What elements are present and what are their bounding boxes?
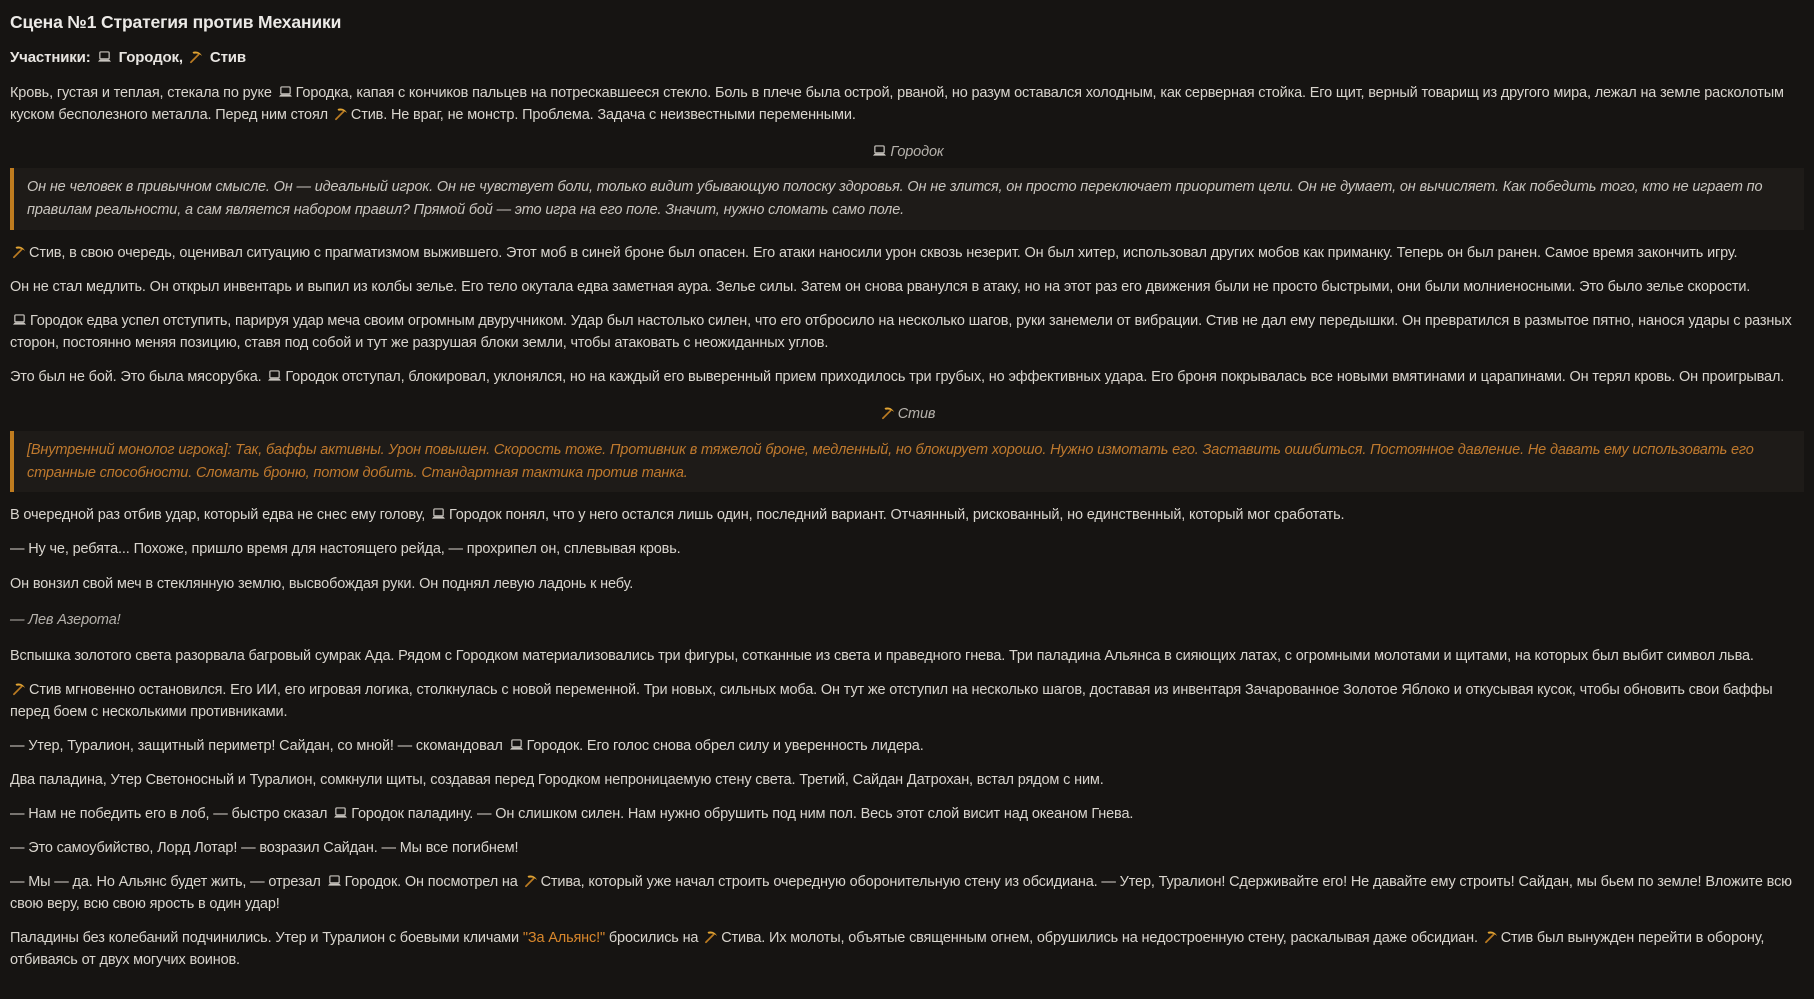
paragraph — [10, 609, 1804, 631]
text-run: Два паладина, Утер Светоносный и Туралион, сомкнули щиты, создавая перед Городком непроницаемую стену света. Третий, Сайдан Датрохан, встал рядом с ним. — [10, 771, 1104, 788]
paragraph — [10, 645, 1804, 667]
pickaxe-icon — [10, 679, 29, 701]
pickaxe-icon — [879, 404, 898, 424]
paragraph — [10, 803, 1804, 825]
participant-name: Стив — [209, 49, 246, 66]
paragraph — [10, 366, 1804, 388]
participants-line — [10, 49, 1804, 66]
paragraph — [10, 276, 1804, 298]
paragraph — [10, 310, 1804, 354]
text-run: Городок. Его голос снова обрел силу и уверенность лидера. — [526, 737, 924, 754]
text-run: — Это самоубийство, Лорд Лотар! — возразил Сайдан. — Мы все погибнем! — [10, 839, 519, 856]
text-run: Это был не бой. Это была мясорубка. — [10, 369, 266, 386]
text-run: — Утер, Туралион, защитный периметр! Сайдан, со мной! — скомандовал — [10, 737, 507, 754]
accent-text: "За Альянс!" — [522, 929, 606, 946]
page-title: Сцена №1 Стратегия против Механики — [10, 12, 342, 32]
laptop-icon — [429, 504, 449, 526]
pickaxe-icon — [10, 242, 29, 264]
laptop-icon — [265, 366, 285, 388]
participant-name: Городок, — [118, 49, 183, 66]
text-run: Стив — [897, 406, 936, 423]
text-run: Городок едва успел отступить, парируя удар меча своим огромным двуручником. Удар был настолько силен, что его отбросило на несколько шагов, руки занемели от вибрации. Стив не дал ему передышки. Он превратился в размытое пятно, нанося удары с разных сторон, постоянно меняя позицию, ставя под собой и тут же разрушая блоки земли, чтобы атаковать с неожиданных углов. — [10, 313, 1792, 352]
text-run: Городок паладину. — Он слишком силен. Нам нужно обрушить под ним пол. Весь этот слой висит над океаном Гнева. — [351, 805, 1134, 822]
paragraph — [10, 679, 1804, 723]
paragraph — [10, 735, 1804, 757]
paragraph — [10, 769, 1804, 791]
laptop-icon — [95, 49, 115, 66]
laptop-icon — [325, 871, 345, 893]
text-run: Паладины без колебаний подчинились. Утер и Туралион с боевыми кличами — [10, 929, 523, 946]
pickaxe-icon — [702, 927, 721, 949]
text-run: Кровь, густая и теплая, стекала по руке — [10, 85, 276, 101]
paragraph — [10, 927, 1804, 971]
participants-label: Участники: — [10, 49, 91, 66]
text-run: Стива. Их молоты, объятые священным огнем, обрушились на недостроенную стену, раскалывая даже обсидиан. — [721, 929, 1482, 946]
text-run: Стив был вынужден перейти в оборону, отбиваясь от двух могучих воинов. — [10, 929, 1765, 968]
pickaxe-icon — [522, 871, 541, 893]
laptop-icon — [331, 803, 351, 825]
pickaxe-icon — [1482, 927, 1501, 949]
text-run: Стив, в свою очередь, оценивал ситуацию с прагматизмом выжившего. Этот моб в синей броне был опасен. Его атаки наносили урон сквозь незерит. Он был хитер, использовал других мобов как приманку. Теперь он был ранен. Самое время закончить игру. — [29, 245, 1738, 262]
text-run: — Ну че, ребята... Похоже, пришло время для настоящего рейда, — прохрипел он, сплевывая кровь. — [10, 541, 681, 558]
paragraph — [10, 242, 1804, 264]
scene-body — [10, 82, 1804, 971]
text-run: Стив. Не враг, не монстр. Проблема. Задача с неизвестными переменными. — [350, 107, 856, 124]
quote-block — [10, 168, 1804, 230]
text-run: Вспышка золотого света разорвала багровый сумрак Ада. Рядом с Городком материализовались три фигуры, сотканные из света и праведного гнева. Три паладина Альянса в сияющих латах, с огромными молотами и щитами, на которых был выбит символ льва. — [10, 647, 1754, 664]
paragraph — [10, 82, 1804, 126]
text-run: Он не стал медлить. Он открыл инвентарь и выпил из колбы зелье. Его тело окутала едва заметная аура. Зелье силы. Затем он снова рванулся в атаку, но на этот раз его движения были не просто быстрыми, они были молниеносными. Это было зелье скорости. — [10, 279, 1751, 296]
paragraph — [10, 504, 1804, 526]
text-run: Городок. Он посмотрел на — [344, 873, 522, 890]
laptop-icon — [870, 142, 890, 162]
laptop-icon — [507, 735, 527, 757]
text-run: Стив мгновенно остановился. Его ИИ, его игровая логика, столкнулась с новой переменной. Три новых, сильных моба. Он тут же отступил на несколько шагов, доставая из инвентаря Зачарованное Золотое Яблоко и откусывая кусок, чтобы обновить свои баффы перед боем с несколькими противниками. — [10, 681, 1773, 720]
text-run: Городок — [890, 144, 944, 161]
text-run: — Лев Азерота! — [10, 611, 121, 628]
paragraph — [10, 573, 1804, 595]
text-run: Городка, капая с кончиков пальцев на потрескавшееся стекло. Боль в плече была острой, рваной, но разум оставался холодным, как серверная стойка. Его щит, верный товарищ из другого мира, лежал на земле расколотым куском бесполезного металла. Перед ним стоял — [10, 85, 1784, 124]
text-run: Городок понял, что у него остался лишь один, последний вариант. Отчаянный, рискованный, но единственный, который мог сработать. — [449, 507, 1345, 524]
paragraph — [10, 837, 1804, 859]
text-run: Он не человек в привычном смысле. Он — идеальный игрок. Он не чувствует боли, только видит убывающую полоску здоровья. Он не злится, он просто переключает приоритет цели. Он не думает, он вычисляет. Как победить того, кто не играет по правилам реальности, а сам является набором правил? Прямой бой — это игра на его поле. Значит, нужно сломать само поле. — [27, 179, 1763, 219]
laptop-icon — [10, 310, 30, 332]
text-run: [Внутренний монолог игрока]: Так, баффы активны. Урон повышен. Скорость тоже. Противник в тяжелой броне, медленный, но блокирует хорошо. Нужно измотать его. Заставить ошибиться. Постоянное давление. Не давать ему использовать его странные способности. Сломать броню, потом добить. Стандартная тактика против танка. — [27, 441, 1754, 481]
paragraph — [10, 538, 1804, 560]
text-run: Стива, который уже начал строить очередную оборонительную стену из обсидиана. — Утер, Туралион! Сдерживайте его! Не давайте ему строить! Сайдан, мы бьем по земле! Вложите всю свою веру, всю свою ярость в один удар! — [10, 873, 1792, 912]
character-header — [10, 404, 1804, 424]
text-run: Он вонзил свой меч в стеклянную землю, высвобождая руки. Он поднял левую ладонь к небу. — [10, 575, 634, 592]
text-run: — Нам не победить его в лоб, — быстро сказал — [10, 805, 332, 822]
quote-block — [10, 431, 1804, 493]
character-header — [10, 142, 1804, 162]
laptop-icon — [276, 82, 296, 104]
pickaxe-icon — [332, 104, 351, 126]
text-run: Городок отступал, блокировал, уклонялся, но на каждый его выверенный прием приходилось три грубых, но эффективных удара. Его броня покрывалась все новыми вмятинами и царапинами. Он терял кровь. Он проигрывал. — [285, 369, 1785, 386]
paragraph — [10, 871, 1804, 915]
text-run: В очередной раз отбив удар, который едва не снес ему голову, — [10, 507, 430, 524]
pickaxe-icon — [187, 49, 206, 66]
text-run: — Мы — да. Но Альянс будет жить, — отрезал — [10, 873, 325, 890]
text-run: бросились на — [605, 929, 703, 946]
